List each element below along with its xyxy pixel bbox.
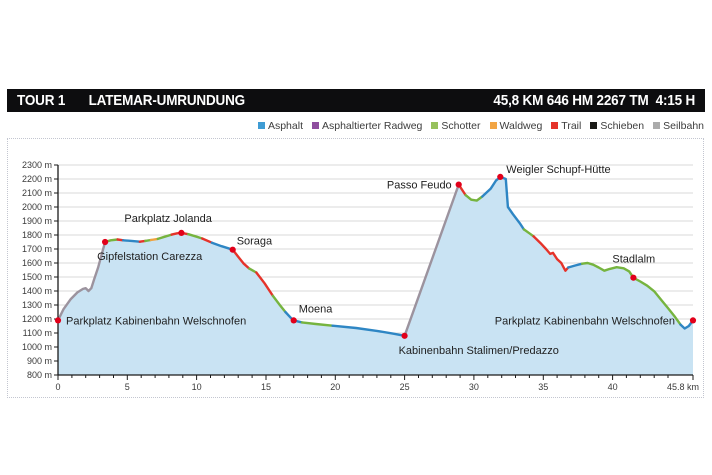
- legend-item-trail: [551, 120, 581, 132]
- legend-swatch-asphaltierter-radweg: [312, 122, 319, 129]
- x-tick-label: 25: [399, 382, 410, 392]
- station-dot: [291, 317, 297, 323]
- station-label: Moena: [298, 303, 333, 316]
- legend-label: Trail: [561, 119, 582, 132]
- y-tick-label: 1500 m: [21, 272, 52, 282]
- legend-item-asphaltierter-radweg: [312, 120, 422, 132]
- station-dot: [102, 239, 108, 245]
- legend-item-schieben: [590, 120, 644, 132]
- station-label: Soraga: [236, 235, 273, 248]
- y-tick-label: 800 m: [26, 370, 52, 380]
- x-tick-label: 20: [330, 382, 341, 392]
- station-label: Parkplatz Kabinenbahn Welschnofen: [494, 315, 675, 328]
- y-tick-label: 1400 m: [21, 286, 52, 296]
- legend-item-asphalt: [258, 120, 303, 132]
- station-label: Parkplatz Jolanda: [124, 212, 212, 225]
- legend-item-schotter: [431, 120, 480, 132]
- legend-item-seilbahn: [653, 120, 704, 132]
- station-label: Stadlalm: [612, 253, 656, 266]
- station-dot: [456, 182, 462, 188]
- y-tick-label: 2300 m: [21, 160, 52, 170]
- tour-header-left: [17, 92, 245, 109]
- legend-swatch-asphalt: [258, 122, 265, 129]
- legend-label: Schieben: [600, 119, 645, 132]
- y-tick-label: 1300 m: [21, 300, 52, 310]
- station-dot: [178, 230, 184, 236]
- y-tick-label: 2100 m: [21, 188, 52, 198]
- station-label: Passo Feudo: [386, 179, 452, 192]
- station-label: Kabinenbahn Stalimen/Predazzo: [398, 344, 559, 357]
- y-tick-label: 1700 m: [21, 244, 52, 254]
- tour-number: TOUR 1: [17, 92, 66, 109]
- elevation-chart-panel: [7, 138, 704, 398]
- station-dot: [497, 174, 503, 180]
- legend-swatch-schieben: [590, 122, 597, 129]
- tour-header-bar: [7, 89, 705, 112]
- surface-legend: [258, 118, 704, 133]
- x-tick-label: 10: [191, 382, 202, 392]
- legend-swatch-waldweg: [490, 122, 497, 129]
- y-tick-label: 1000 m: [21, 342, 52, 352]
- tour-stats: 45,8 KM 646 HM 2267 TM 4:15 H: [493, 92, 695, 109]
- y-tick-label: 1800 m: [21, 230, 52, 240]
- station-dot: [55, 317, 61, 323]
- x-tick-label: 40: [607, 382, 618, 392]
- legend-swatch-schotter: [431, 122, 438, 129]
- y-tick-label: 2200 m: [21, 174, 52, 184]
- legend-swatch-seilbahn: [653, 122, 660, 129]
- x-tick-label: 15: [260, 382, 272, 392]
- x-tick-label: 0: [55, 382, 61, 392]
- y-tick-label: 1100 m: [22, 328, 52, 338]
- legend-label: Schotter: [441, 119, 481, 132]
- legend-swatch-trail: [551, 122, 558, 129]
- station-label: Parkplatz Kabinenbahn Welschnofen: [66, 315, 247, 328]
- elevation-profile-chart: [8, 139, 703, 397]
- station-dot: [402, 333, 408, 339]
- segment-asphalt: [123, 240, 140, 241]
- x-end-label: 45.8 km: [666, 382, 699, 392]
- x-tick-label: 5: [124, 382, 130, 392]
- station-label: Weigler Schupf-Hütte: [506, 163, 611, 176]
- station-dot: [230, 247, 236, 253]
- y-tick-label: 1900 m: [21, 216, 52, 226]
- y-tick-label: 900 m: [26, 356, 52, 366]
- tour-title: LATEMAR-UMRUNDUNG: [88, 92, 246, 109]
- station-label: Gipfelstation Carezza: [97, 251, 203, 263]
- legend-label: Seilbahn: [663, 119, 704, 132]
- station-dot: [630, 275, 636, 281]
- x-tick-label: 35: [538, 382, 549, 392]
- y-tick-label: 2000 m: [21, 202, 52, 212]
- legend-label: Asphaltierter Radweg: [322, 119, 423, 132]
- y-tick-label: 1600 m: [21, 258, 52, 268]
- x-tick-label: 30: [468, 382, 479, 392]
- y-tick-label: 1200 m: [21, 314, 52, 324]
- legend-label: Waldweg: [499, 119, 543, 132]
- station-dot: [690, 317, 696, 323]
- legend-label: Asphalt: [267, 119, 303, 132]
- legend-item-waldweg: [490, 120, 543, 132]
